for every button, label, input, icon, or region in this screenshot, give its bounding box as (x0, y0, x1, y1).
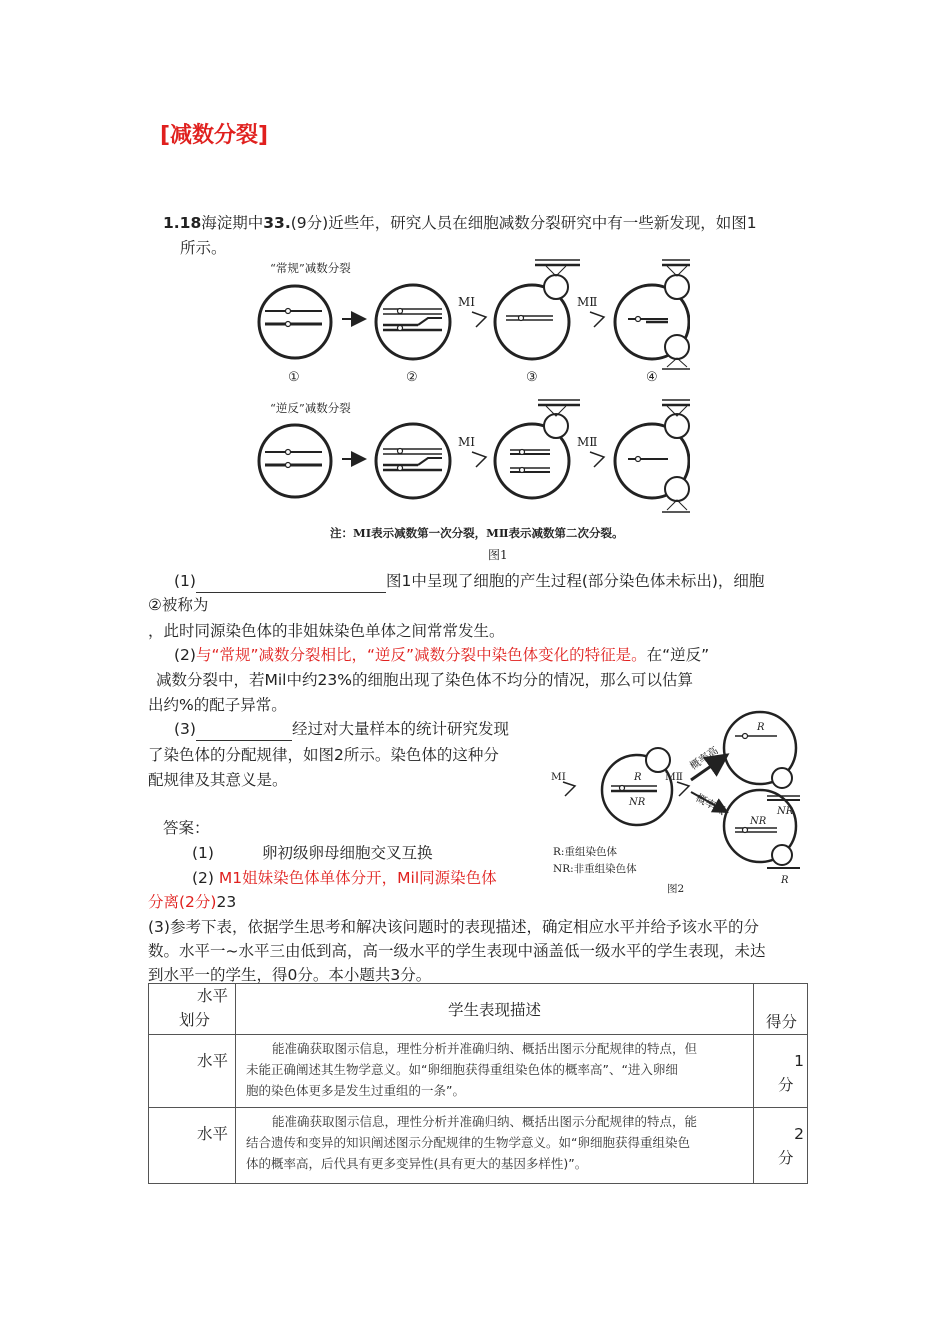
table-header-score (754, 984, 808, 1035)
header-desc-text: 学生表现描述 (447, 1001, 541, 1019)
figure2-r-bottom: R (781, 875, 789, 886)
question-source: 海淀期中 (201, 214, 264, 232)
q1-blank[interactable] (196, 574, 386, 593)
q2-line2: 减数分裂中，若Mil中约23%的细胞出现了染色体不均分的情况，那么可以估算 (156, 671, 693, 689)
header-score-text: 得分 (766, 1013, 798, 1031)
answer3-line2: 数。水平一~水平三由低到高，高一级水平的学生表现中涵盖低一级水平的学生表现，未达 (148, 942, 766, 960)
answer1-text: 卵初级卵母细胞交叉互换 (262, 844, 433, 862)
answer2-line2 (148, 890, 236, 914)
table-row-desc (236, 1035, 754, 1108)
table-header-desc (236, 984, 754, 1035)
table-header-level (149, 984, 236, 1035)
figure1-m2-label-row1: MⅡ (577, 295, 598, 309)
answer1-prefix: (1) (192, 844, 214, 862)
q2-prefix: (2) (174, 646, 196, 664)
figure2-low-label: 概率低 (693, 792, 728, 818)
figure2-m1: MⅠ (551, 771, 566, 783)
figure1-stage-3: ③ (526, 370, 538, 385)
answer2-prefix: (2) (192, 869, 214, 887)
table-row (149, 1035, 808, 1108)
table-row-level (149, 1035, 236, 1108)
row2-desc-line2: 结合遗传和变异的知识阐述图示分配规律的生物学意义。如“卵细胞获得重组染色 (246, 1135, 690, 1150)
figure1-stage-4: ④ (646, 370, 658, 385)
q1-line3: ，此时同源染色体的非姐妹染色单体之间常常发生。 (148, 622, 505, 640)
figure2-caption: 图2 (667, 883, 685, 895)
figure2-high-label: 概率高 (687, 744, 721, 773)
q3-text: 经过对大量样本的统计研究发现 (291, 720, 509, 738)
row1-level: 水平 (197, 1052, 229, 1070)
q2-rest: 在“逆反” (646, 646, 710, 664)
figure1-m2-label-row2: MⅡ (577, 435, 598, 449)
header-level-line1: 水平 (197, 987, 229, 1005)
q3-prefix: (3) (174, 720, 196, 738)
q2-red-text: 与“常规”减数分裂相比，“逆反”减数分裂中染色体变化的特征是。 (195, 646, 647, 664)
figure2-m2: MⅡ (665, 771, 683, 783)
q2-line3: 出约%的配子异常。 (148, 696, 287, 714)
question-intro-line2: 所示。 (180, 239, 227, 257)
figure2-legend-nr: NR:非重组染色体 (553, 863, 637, 875)
row2-score-unit: 分 (778, 1149, 794, 1167)
row1-desc-line1: 能准确获取图示信息，理性分析并准确归纳、概括出图示分配规律的特点，但 (272, 1041, 698, 1056)
scoring-table (148, 983, 808, 1184)
answer3-line3: 到水平一的学生，得0分。本小题共3分。 (148, 966, 432, 984)
question-number-prefix: 1.18 (163, 214, 202, 232)
table-row-level (149, 1108, 236, 1184)
q3-line3: 配规律及其意义是。 (148, 771, 288, 789)
figure2-r-top: R (757, 722, 765, 733)
q1-prefix: (1) (174, 572, 196, 590)
figure1-stage-2: ② (406, 370, 418, 385)
row1-desc-line2: 未能正确阐述其生物学意义。如“卵细胞获得重组染色体的概率高”、“进入卵细 (246, 1062, 678, 1077)
figure1-stage-1: ① (288, 370, 300, 385)
question-intro (163, 211, 757, 235)
table-row-score (754, 1035, 808, 1108)
q1-line2: ②被称为 (148, 596, 209, 614)
answer2-line1 (192, 866, 497, 890)
figure2-legend-r: R:重组染色体 (553, 846, 617, 858)
table-row (149, 1108, 808, 1184)
row1-desc-line3: 胞的染色体更多是发生过重组的一条”。 (246, 1083, 465, 1098)
header-level-line2: 划分 (179, 1011, 211, 1029)
q2-line1 (174, 643, 709, 667)
answer2-value: 23 (216, 893, 237, 911)
row2-level: 水平 (197, 1125, 229, 1143)
figure1-normal-label: “常规”减数分裂 (270, 261, 351, 275)
question-qnum: 33. (263, 214, 291, 232)
figure1-m1-label-row1: MⅠ (458, 295, 476, 309)
figure2-diagram (545, 700, 807, 900)
answer2-red-line2: 分离(2分) (148, 893, 217, 911)
q1-text: 图1中呈现了细胞的产生过程(部分染色体未标出)，细胞 (385, 572, 765, 590)
figure1-note: 注：MⅠ表示减数第一次分裂，MⅡ表示减数第二次分裂。 (330, 526, 624, 540)
figure2-r-center: R (634, 772, 642, 783)
row2-desc-line1: 能准确获取图示信息，理性分析并准确归纳、概括出图示分配规律的特点，能 (272, 1114, 698, 1129)
figure1-reverse-label: “逆反”减数分裂 (270, 401, 351, 415)
q3-blank[interactable] (196, 722, 292, 741)
figure1-caption: 图1 (488, 548, 508, 562)
table-row-score (754, 1108, 808, 1184)
question-intro-text: (9分)近些年，研究人员在细胞减数分裂研究中有一些新发现，如图1 (290, 214, 757, 232)
row2-score-num: 2 (794, 1125, 804, 1143)
q3-line2: 了染色体的分配规律，如图2所示。染色体的这种分 (148, 746, 499, 764)
q1-line1 (174, 569, 764, 593)
answer-label: 答案： (163, 819, 210, 837)
figure2-nr-center: NR (629, 797, 646, 808)
section-heading: [减数分裂] (160, 123, 269, 148)
row1-score-unit: 分 (778, 1076, 794, 1094)
table-row-desc (236, 1108, 754, 1184)
figure2-nr-bottom: NR (750, 816, 767, 827)
answer3-line1: (3)参考下表，依据学生思考和解决该问题时的表现描述，确定相应水平并给予该水平的分 (148, 918, 759, 936)
figure1-diagram (250, 254, 690, 550)
figure2-nr-top: NR (777, 806, 794, 817)
answer2-red-text: M1姐妹染色体单体分开，Mil同源染色体 (218, 869, 497, 887)
row2-desc-line3: 体的概率高，后代具有更多变异性(具有更大的基因多样性)”。 (246, 1156, 588, 1171)
figure1-m1-label-row2: MⅠ (458, 435, 476, 449)
table-header-row (149, 984, 808, 1035)
row1-score-num: 1 (794, 1052, 804, 1070)
q3-line1 (174, 717, 509, 741)
